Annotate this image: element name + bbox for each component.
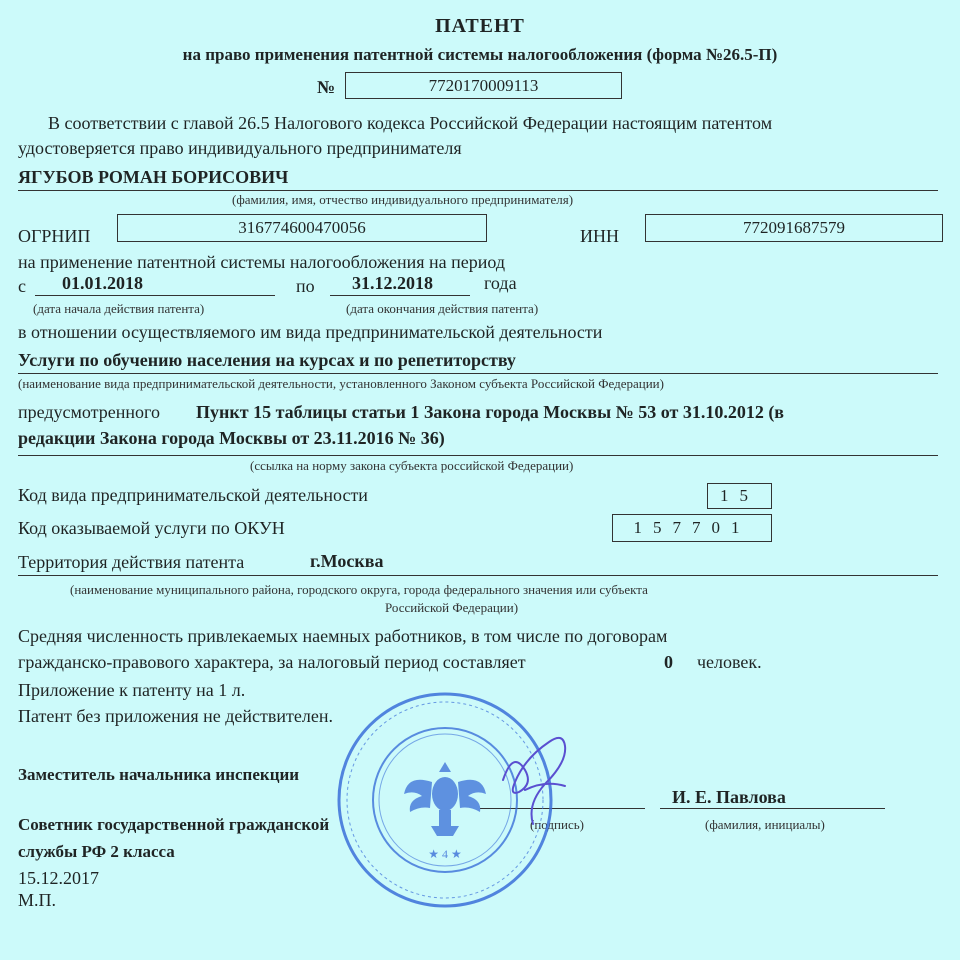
start-underline [35,295,275,296]
period-start: 01.01.2018 [62,273,143,293]
handwritten-signature [495,720,585,830]
workers-count: 0 [664,652,673,672]
svg-text:★ 4 ★: ★ 4 ★ [428,847,462,861]
attachment-line-1: Приложение к патенту на 1 л. [18,680,246,700]
workers-line-1: Средняя численность привлекаемых наемных работников, в том числе по договорам [18,626,668,646]
territory-label: Территория действия патента [18,552,245,572]
territory-caption-2: Российской Федерации) [385,600,519,615]
year-word: года [484,273,517,293]
period-from-label: с [18,276,26,296]
law-caption: (ссылка на норму закона субъекта российской Федерации) [250,458,574,473]
territory-caption-1: (наименование муниципального района, городского округа, города федерального значения или субъекта [70,582,648,597]
okun-code-field: 157701 [612,514,772,542]
issue-date: 15.12.2017 [18,868,99,888]
period-end: 31.12.2018 [352,273,433,293]
signer-rank-line-1: Советник государственной гражданской [18,815,330,834]
signer-name: И. Е. Павлова [672,787,786,807]
intro-line-1: В соответствии с главой 26.5 Налогового кодекса Российской Федерации настоящим патентом [48,113,773,133]
activity-code-label: Код вида предпринимательской деятельности [18,485,368,505]
document-subtitle: на право применения патентной системы налогообложения (форма №26.5-П) [182,45,778,64]
ogrnip-field: 316774600470056 [117,214,487,242]
inn-label: ИНН [580,226,619,246]
entrepreneur-name: ЯГУБОВ РОМАН БОРИСОВИЧ [18,167,289,187]
name-caption: (фамилия, имя, отчество индивидуального предпринимателя) [232,192,574,207]
signer-position: Заместитель начальника инспекции [18,765,300,784]
okun-label: Код оказываемой услуги по ОКУН [18,518,285,538]
provided-label: предусмотренного [18,402,160,422]
ogrnip-label: ОГРНИП [18,226,91,246]
start-caption: (дата начала действия патента) [33,301,205,316]
workers-line-2: гражданско-правового характера, за налоговый период составляет [18,652,526,672]
patent-number-field: 7720170009113 [345,72,622,99]
law-reference-line-1: Пункт 15 таблицы статьи 1 Закона города Москвы № 53 от 31.10.2012 (в [196,402,785,422]
activity-underline [18,373,938,374]
period-intro: на применение патентной системы налогообложения на период [18,252,506,272]
seal-place-mark: М.П. [18,890,57,910]
activity-code-field: 15 [707,483,772,509]
activity-name: Услуги по обучению населения на курсах и по репетиторству [18,350,516,370]
workers-unit: человек. [697,652,762,672]
period-to-label: по [296,276,315,296]
signature-caption: (подпись) [530,817,584,832]
signer-name-underline [660,808,885,809]
number-sign: № [317,77,336,97]
law-underline [18,455,938,456]
inn-field: 772091687579 [645,214,943,242]
end-underline [330,295,470,296]
activity-caption: (наименование вида предпринимательской деятельности, установленного Законом субъекта Российской Федерации) [18,376,664,391]
name-underline [18,190,938,191]
signer-rank-line-2: службы РФ 2 класса [18,842,175,861]
signer-name-caption: (фамилия, инициалы) [705,817,825,832]
territory-value: г.Москва [310,551,384,571]
intro-line-2: удостоверяется право индивидуального предпринимателя [18,138,462,158]
attachment-line-2: Патент без приложения не действителен. [18,706,333,726]
activity-intro: в отношении осуществляемого им вида предпринимательской деятельности [18,322,603,342]
law-reference-line-2: редакции Закона города Москвы от 23.11.2016 № 36) [18,428,445,448]
territory-underline [18,575,938,576]
end-caption: (дата окончания действия патента) [346,301,539,316]
document-title: ПАТЕНТ [435,15,525,37]
